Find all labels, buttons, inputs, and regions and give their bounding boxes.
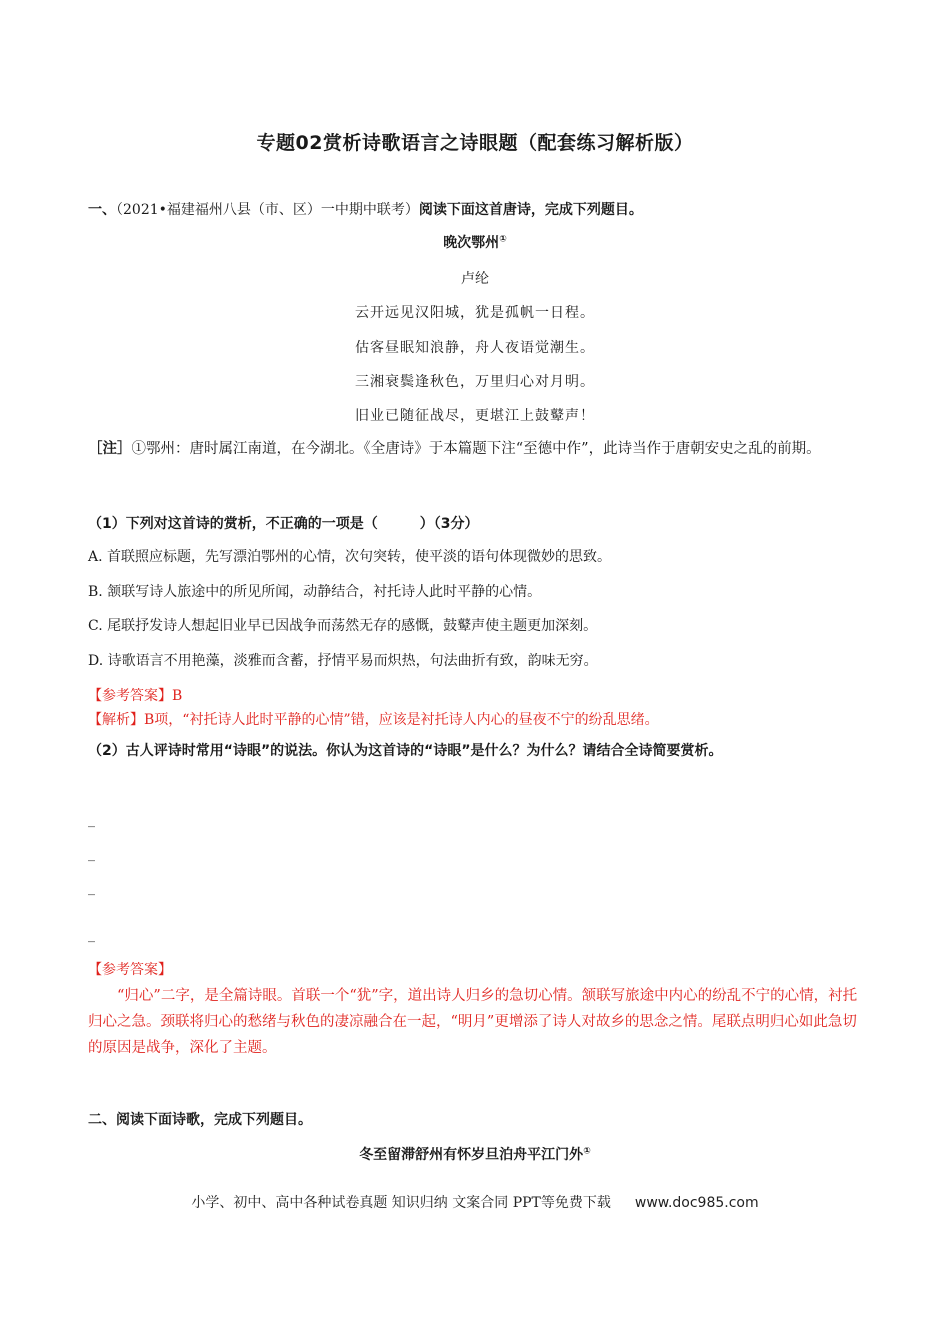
question-1-source: （2021•福建福州八县（市、区）一中期中联考） [116,202,419,218]
poem-2-title [0,1144,950,1164]
poem-line: 旧业已随征战尽，更堪江上鼓鼙声！ [355,408,595,424]
poem-author: 卢纶 [461,271,489,287]
poem-title [0,232,950,252]
question-1-header [88,199,643,219]
answer-blank: _ [88,812,95,828]
option-d: D. 诗歌语言不用艳藻，淡雅而含蓄，抒情平易而炽热，句法曲折有致，韵味无穷。 [88,653,598,669]
answer-blank: _ [88,880,95,896]
note-text: ①鄂州：唐时属江南道，在今湖北。《全唐诗》于本篇题下注“至德中作”，此诗当作于唐朝安史之乱的前期。 [131,441,821,457]
note-label: ［注］ [88,441,132,457]
poem-line: 估客昼眠知浪静，舟人夜语觉潮生。 [355,340,595,356]
question-2-header: 二、阅读下面诗歌，完成下列题目。 [88,1112,312,1128]
answer-blank: _ [88,846,95,862]
option-c: C. 尾联抒发诗人想起旧业早已因战争而荡然无存的感慨，鼓鼙声使主题更加深刻。 [88,618,598,634]
analysis-1: 【解析】B项，“衬托诗人此时平静的心情”错，应该是衬托诗人内心的昼夜不宁的纷乱思绪。 [88,712,659,728]
answer-2-text: “归心”二字，是全篇诗眼。首联一个“犹”字，道出诗人归乡的急切心情。颔联写旅途中内心的纷乱不宁的心情，衬托归心之急。颈联将归心的愁绪与秋色的凄凉融合在一起，“明月”更增添了诗人对故乡的思念之情。尾联点明归心如此急切的原因是战争，深化了主题。 [88,988,858,1056]
page-footer [0,1192,950,1212]
answer-1: 【参考答案】B [88,688,183,704]
footer-url[interactable]: www.doc985.com [634,1195,759,1211]
sub-question-1: （1）下列对这首诗的赏析，不正确的一项是（ ）（3分） [88,516,479,532]
answer-blank: _ [88,927,95,943]
poem-title-text: 晚次鄂州 [443,235,500,251]
footer-text: 小学、初中、高中各种试卷真题 知识归纳 文案合同 PPT等免费下载 [191,1195,611,1211]
poem-note [88,432,868,466]
sub-question-2: （2）古人评诗时常用“诗眼”的说法。你认为这首诗的“诗眼”是什么？为什么？请结合全诗简要赏析。 [88,743,723,759]
answer-2-label: 【参考答案】 [88,962,172,978]
question-1-number: 一、 [88,202,116,218]
poem-line: 三湘衰鬓逢秋色，万里归心对月明。 [355,374,595,390]
poem-note-mark: ① [499,234,507,245]
poem-line: 云开远见汉阳城，犹是孤帆一日程。 [355,305,595,321]
poem-2-note-mark: ① [583,1146,591,1157]
option-a: A. 首联照应标题，先写漂泊鄂州的心情，次句突转，使平淡的语句体现微妙的思致。 [88,549,612,565]
page-title: 专题02赏析诗歌语言之诗眼题（配套练习解析版） [256,132,694,154]
poem-2-title-text: 冬至留滞舒州有怀岁旦泊舟平江门外 [359,1147,584,1163]
question-1-instruction: 阅读下面这首唐诗，完成下列题目。 [418,202,643,218]
option-b: B. 颔联写诗人旅途中的所见所闻，动静结合，衬托诗人此时平静的心情。 [88,584,542,600]
